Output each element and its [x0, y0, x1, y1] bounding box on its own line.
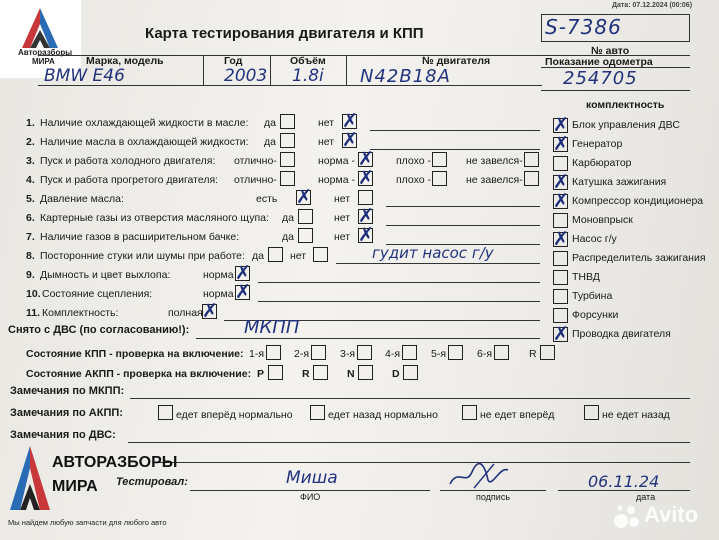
kit-checkbox-tnvd[interactable]	[553, 270, 568, 285]
auto-n-checkbox[interactable]	[358, 365, 373, 380]
q1-no-label: нет	[318, 117, 335, 129]
kit-item-wiring: Проводка двигателя	[572, 328, 671, 340]
akpp-back-label: едет назад нормально	[328, 409, 438, 421]
q1-yes-label: да	[264, 117, 276, 129]
kit-item-mono: Моновпрыск	[572, 214, 633, 226]
q3-not-started-label: не завелся-	[466, 155, 523, 167]
signature-label: подпись	[476, 492, 511, 502]
gear-3-label: 3-я	[340, 348, 356, 360]
kit-item-ps-pump: Насос г/у	[572, 233, 617, 245]
logo-bottom-emblem-icon	[6, 444, 54, 514]
tested-label: Тестировал:	[116, 476, 188, 488]
akpp-check-label: Состояние АКПП - проверка на включение:	[26, 368, 252, 380]
q3-not-started-checkbox[interactable]	[524, 152, 539, 167]
q8-yes-checkbox[interactable]	[268, 247, 283, 262]
mkpp-check-label: Состояние КПП - проверка на включение:	[26, 348, 244, 360]
q2-no-check-icon: ✗	[342, 129, 358, 151]
model-label: Марка, модель	[86, 55, 164, 67]
gear-6-checkbox[interactable]	[494, 345, 509, 360]
akpp-back-checkbox[interactable]	[310, 405, 325, 420]
kit-item-generator: Генератор	[572, 138, 623, 150]
q4-normal-check-icon: ✗	[358, 167, 374, 189]
q7-label: Наличие газов в расширительном бачке:	[40, 231, 240, 243]
q1-label: Наличие охлаждающей жидкости в масле:	[40, 117, 249, 129]
akpp-no-back-checkbox[interactable]	[584, 405, 599, 420]
gear-6-label: 6-я	[477, 348, 493, 360]
header-table	[38, 48, 542, 86]
akpp-fwd-label: едет вперёд нормально	[176, 409, 293, 421]
q6-no-check-icon: ✗	[358, 205, 374, 227]
kit-checkbox-injectors[interactable]	[553, 308, 568, 323]
kit-list	[552, 111, 706, 345]
kit-checkbox-mono[interactable]	[553, 213, 568, 228]
q9-label: Дымность и цвет выхлопа:	[40, 269, 171, 281]
kit-check-wiring-icon: ✗	[553, 323, 569, 345]
q5-no-checkbox[interactable]	[358, 190, 373, 205]
q4-not-started-label: не завелся-	[466, 174, 523, 186]
q5-no-label: нет	[334, 193, 351, 205]
auto-number-box	[541, 14, 690, 87]
q7-no-check-icon: ✗	[358, 224, 374, 246]
q1-number: 1.	[26, 117, 35, 129]
q3-number: 3.	[26, 155, 35, 167]
volume-value: 1.8i	[292, 66, 324, 86]
q3-excellent-label: отлично-	[234, 155, 277, 167]
kit-check-ecu-icon: ✗	[553, 114, 569, 136]
q10-normal-label: норма	[203, 288, 234, 300]
gear-1-label: 1-я	[249, 348, 265, 360]
q4-number: 4.	[26, 174, 35, 186]
q3-bad-checkbox[interactable]	[432, 152, 447, 167]
q5-exists-label: есть	[256, 193, 278, 205]
akpp-fwd-checkbox[interactable]	[158, 405, 173, 420]
q4-not-started-checkbox[interactable]	[524, 171, 539, 186]
q3-bad-label: плохо -	[396, 155, 432, 167]
q6-no-label: нет	[334, 212, 351, 224]
q8-label: Посторонние стуки или шумы при работе:	[40, 250, 245, 262]
q10-number: 10.	[26, 288, 41, 300]
kit-item-tnvd: ТНВД	[572, 271, 600, 283]
model-value: BMW E46	[44, 66, 125, 86]
kit-item-ecu: Блок управления ДВС	[572, 119, 680, 131]
kit-title: комплектность	[586, 99, 665, 111]
q8-no-checkbox[interactable]	[313, 247, 328, 262]
q6-label: Картерные газы из отверстия масляного щупа:	[40, 212, 269, 224]
akpp-no-back-label: не едет назад	[602, 409, 670, 421]
q11-number: 11.	[26, 307, 41, 319]
auto-r-checkbox[interactable]	[313, 365, 328, 380]
kit-checkbox-carburetor[interactable]	[553, 156, 568, 171]
q5-label: Давление масла:	[40, 193, 124, 205]
q8-noise-note: гудит насос г/у	[372, 244, 494, 262]
kit-item-carburetor: Карбюратор	[572, 157, 632, 169]
signature-icon	[444, 458, 514, 492]
avito-text: Avito	[644, 502, 699, 527]
auto-d-checkbox[interactable]	[403, 365, 418, 380]
q8-number: 8.	[26, 250, 35, 262]
q2-label: Наличие масла в охлаждающей жидкости:	[40, 136, 249, 148]
gear-2-label: 2-я	[294, 348, 310, 360]
auto-p-checkbox[interactable]	[268, 365, 283, 380]
q7-yes-checkbox[interactable]	[298, 228, 313, 243]
q3-normal-label: норма -	[318, 155, 355, 167]
odometer-label: Показание одометра	[545, 56, 653, 68]
odometer-value: 254705	[563, 68, 638, 89]
logo-bottom-line2: МИРА	[52, 478, 98, 495]
q2-number: 2.	[26, 136, 35, 148]
q9-number: 9.	[26, 269, 35, 281]
gear-2-checkbox[interactable]	[311, 345, 326, 360]
avito-logo-icon	[612, 501, 642, 531]
volume-label: Объём	[290, 55, 326, 67]
akpp-no-fwd-checkbox[interactable]	[462, 405, 477, 420]
no-auto-label: № авто	[591, 45, 630, 57]
q8-no-label: нет	[290, 250, 307, 262]
q3-normal-check-icon: ✗	[358, 148, 374, 170]
logo-top-line1: Авторазборы	[18, 48, 73, 57]
date-label: дата	[636, 492, 656, 502]
q4-bad-label: плохо -	[396, 174, 432, 186]
q4-bad-checkbox[interactable]	[432, 171, 447, 186]
q4-excellent-label: отлично-	[234, 174, 277, 186]
q6-yes-label: да	[282, 212, 294, 224]
removed-label: Снято с ДВС (по согласованию!):	[8, 324, 190, 336]
q5-number: 5.	[26, 193, 35, 205]
gear-3-checkbox[interactable]	[357, 345, 372, 360]
akpp-no-fwd-label: не едет вперёд	[480, 409, 555, 421]
q4-excellent-checkbox[interactable]	[280, 171, 295, 186]
auto-p-label: P	[257, 368, 265, 380]
year-label: Год	[224, 55, 243, 67]
q6-number: 6.	[26, 212, 35, 224]
date-stamp: Дата: 07.12.2024 (00:06)	[612, 2, 693, 9]
engine-label: № двигателя	[422, 55, 491, 67]
q3-excellent-checkbox[interactable]	[280, 152, 295, 167]
test-date: 06.11.24	[588, 472, 660, 491]
remarks-mkpp-label: Замечания по МКПП:	[10, 385, 125, 397]
gear-1-checkbox[interactable]	[266, 345, 281, 360]
avito-watermark	[612, 500, 718, 532]
q6-yes-checkbox[interactable]	[298, 209, 313, 224]
auto-r-label: R	[302, 368, 310, 380]
q10-normal-check-icon: ✗	[235, 281, 251, 303]
removed-value: МКПП	[244, 317, 300, 338]
q4-normal-label: норма -	[318, 174, 355, 186]
kit-item-ac-compressor: Компрессор кондиционера	[572, 195, 704, 207]
kit-check-coil-icon: ✗	[553, 171, 569, 193]
auto-n-label: N	[347, 368, 355, 380]
remarks-akpp-label: Замечания по АКПП:	[10, 407, 123, 419]
q10-label: Состояние сцепления:	[42, 288, 153, 300]
q4-label: Пуск и работа прогретого двигателя:	[40, 174, 219, 186]
q2-yes-checkbox[interactable]	[280, 133, 295, 148]
gear-5-label: 5-я	[431, 348, 447, 360]
q2-yes-label: да	[264, 136, 276, 148]
kit-check-generator-icon: ✗	[553, 133, 569, 155]
engine-value: N42B18A	[360, 66, 451, 87]
q11-label: Комплектность:	[42, 307, 119, 319]
q8-yes-label: да	[252, 250, 264, 262]
q7-yes-label: да	[282, 231, 294, 243]
gear-4-label: 4-я	[385, 348, 401, 360]
kit-item-injectors: Форсунки	[572, 309, 619, 321]
q1-no-check-icon: ✗	[342, 110, 358, 132]
fio-label: ФИО	[300, 492, 321, 502]
remarks-engine-label: Замечания по ДВС:	[10, 429, 116, 441]
q7-no-label: нет	[334, 231, 351, 243]
gear-r-label: R	[529, 348, 537, 360]
kit-check-ps-icon: ✗	[553, 228, 569, 250]
gear-5-checkbox[interactable]	[448, 345, 463, 360]
kit-check-ac-icon: ✗	[553, 190, 569, 212]
q9-normal-label: норма	[203, 269, 234, 281]
kit-checkbox-turbo[interactable]	[553, 289, 568, 304]
kit-item-distributor: Распределитель зажигания	[572, 252, 706, 264]
gear-4-checkbox[interactable]	[402, 345, 417, 360]
auto-d-label: D	[392, 368, 400, 380]
kit-checkbox-distributor[interactable]	[553, 251, 568, 266]
q7-number: 7.	[26, 231, 35, 243]
q3-label: Пуск и работа холодного двигателя:	[40, 155, 216, 167]
q1-yes-checkbox[interactable]	[280, 114, 295, 129]
year-value: 2003	[224, 66, 268, 86]
doc-number: S-7386	[545, 15, 622, 39]
kit-item-coil: Катушка зажигания	[572, 176, 667, 188]
q5-exists-check-icon: ✗	[296, 186, 312, 208]
q11-full-check-icon: ✗	[202, 300, 218, 322]
page-title: Карта тестирования двигателя и КПП	[145, 25, 424, 42]
q11-full-label: полная	[168, 307, 203, 319]
q2-no-label: нет	[318, 136, 335, 148]
kit-item-turbo: Турбина	[572, 290, 613, 302]
logo-bottom-line1: АВТОРАЗБОРЫ	[52, 454, 178, 471]
tester-name: Миша	[286, 468, 338, 488]
logo-top-line2: МИРА	[32, 57, 55, 66]
logo-slogan: Мы найдем любую запчасти для любого авто	[8, 518, 167, 527]
gear-r-checkbox[interactable]	[540, 345, 555, 360]
q9-normal-check-icon: ✗	[235, 262, 251, 284]
